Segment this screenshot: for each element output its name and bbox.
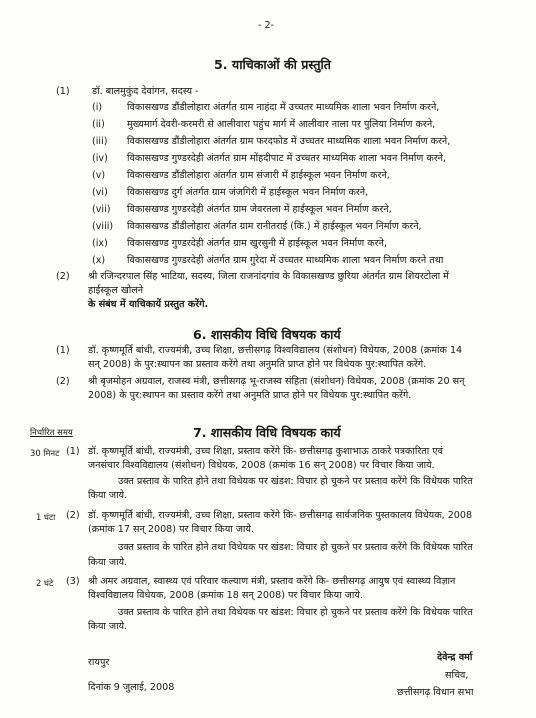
item-text: विकासखण्ड गुण्डरदेही अंतर्गत ग्राम मोंहदीपाट में उच्चतर माध्यमिक शाला भवन निर्माण करने, xyxy=(127,153,447,164)
item-number: (i) xyxy=(92,102,103,113)
bill-7-3-line3: उक्त प्रस्ताव के पारित होने तथा विधेयक पर खंडश: विचार हो चुकने पर प्रस्ताव करेंगे कि विधेयक पारित xyxy=(118,607,473,618)
bill-7-2-line1: डॉ. कृष्णमूर्ति बांधी, राज्यमंत्री, उच्च शिक्षा, प्रस्ताव करेंगे कि- छत्तीसगढ़ सार्वजनिक पुस्तकालय विधेयक, 2008 xyxy=(88,510,473,521)
page-number: - 2- xyxy=(258,20,275,31)
time-column-header: निर्धारित समय xyxy=(30,427,73,437)
item-text: विकासखण्ड दुर्ग अंतर्गत ग्राम जंजगिरी में हाईस्कूल भवन निर्माण करने, xyxy=(127,187,369,198)
item-number: (ix) xyxy=(92,238,108,249)
bill-7-2-line3: उक्त प्रस्ताव के पारित होने तथा विधेयक पर खंडश: विचार हो चुकने पर प्रस्ताव करेंगे कि विधेयक पारित xyxy=(118,542,473,553)
item-text: विकासखण्ड डौंडीलोहारा अंतर्गत ग्राम रानीतराई (कि.) में हाईस्कूल भवन निर्माण करने, xyxy=(127,221,422,232)
bill-6-2-number: (2) xyxy=(56,376,70,387)
item-number: (viii) xyxy=(92,221,114,232)
bill-7-3-line4: किया जाये. xyxy=(88,621,128,632)
item-number: (iv) xyxy=(92,153,108,164)
bill-7-1-line2: जनसंचार विश्वविद्यालय (संशोधन) विधेयक, 2008 (क्रमांक 16 सन् 2008) पर विचार किया जाये. xyxy=(88,460,435,471)
section-7-heading: 7. शासकीय विधि विषयक कार्य xyxy=(193,425,341,440)
item-text: विकासखण्ड गुण्डरदेही अंतर्गत ग्राम खुरसुनी में हाईस्कूल भवन निर्माण करने, xyxy=(127,238,387,249)
footer-place: रायपुर xyxy=(88,657,110,668)
bill-7-3-line1: श्री अमर अग्रवाल, स्वास्थ्य एवं परिवार कल्याण मंत्री, प्रस्ताव करेंगे कि- छत्तीसगढ़ आयुष एवं स्वास्थ्य विज्ञान xyxy=(88,576,456,587)
bill-7-2-line2: (क्रमांक 17 सन् 2008) पर विचार किया जाये. xyxy=(88,524,255,535)
section-5-closing: के संबंध में याचिकायें प्रस्तुत करेंगे. xyxy=(88,299,209,310)
time-allotted: 30 मिनट xyxy=(30,448,60,458)
bill-7-1-line3: उक्त प्रस्ताव के पारित होने तथा विधेयक पर खंडश: विचार हो चुकने पर प्रस्ताव करेंगे कि विधेयक पारित xyxy=(118,476,473,487)
bill-6-2-line1: श्री बृजमोहन अग्रवाल, राजस्व मंत्री, छत्तीसगढ़ भू-राजस्व संहिता (संशोधन) विधेयक, 2008 (क्रमांक 20 सन् xyxy=(88,376,465,387)
signatory-name: देवेन्द्र वर्मा xyxy=(437,652,473,663)
bill-6-1-line2: सन् 2008) के पुर:स्थापन का प्रस्ताव करेंगे तथा अनुमति प्राप्त होने पर विधेयक पुर:स्थापित करेंगे. xyxy=(88,359,427,370)
item-text: विकासखण्ड डौंडीलोहारा अंतर्गत ग्राम नाहंदा में उच्चतर माध्यमिक शाला भवन निर्माण करने, xyxy=(127,102,440,113)
item-text: विकासखण्ड डौंडीलोहारा अंतर्गत ग्राम फरदफोड में उच्चतर माध्यमिक शाला भवन निर्माण करने, xyxy=(127,136,451,147)
item-number: (iii) xyxy=(92,136,108,147)
petition-2-line2: हाईस्कूल खोलने xyxy=(88,285,144,296)
signatory-org: छत्तीसगढ़ विधान सभा xyxy=(397,687,474,698)
item-number: (ii) xyxy=(92,119,105,130)
bill-6-1-number: (1) xyxy=(56,345,70,356)
item-number: (vi) xyxy=(92,187,108,198)
petition-1-number: (1) xyxy=(56,86,70,97)
petition-2-number: (2) xyxy=(56,271,70,282)
section-5-heading: 5. याचिकाओं की प्रस्तुति xyxy=(214,57,331,72)
time-allotted: 1 घंटा xyxy=(36,512,56,522)
item-number: (vii) xyxy=(92,204,111,215)
bill-7-2-line4: किया जाये. xyxy=(88,557,128,568)
item-text: विकासखण्ड गुण्डरदेही अंतर्गत ग्राम जेवरतला में हाईस्कूल भवन निर्माण करने, xyxy=(127,204,392,215)
signatory-title: सचिव, xyxy=(445,670,469,681)
petition-1-lead: डॉ. बालमुकुंद देवांगन, सदस्य - xyxy=(92,86,199,97)
item-text: विकासखण्ड डौंडीलोहारा अंतर्गत ग्राम संजारी में हाईस्कूल भवन निर्माण करने, xyxy=(127,170,390,181)
time-allotted: 2 घंटे xyxy=(36,578,54,588)
bill-7-1-number: (1) xyxy=(66,446,80,457)
item-text: विकासखण्ड गुण्डरदेही अंतर्गत ग्राम गुरेदा में उच्चतर माध्यमिक शाला भवन निर्माण करने तथा xyxy=(127,255,444,266)
bill-7-1-line4: किया जाये. xyxy=(88,490,128,501)
footer-date: दिनांक 9 जुलाई, 2008 xyxy=(88,682,175,693)
section-6-heading: 6. शासकीय विधि विषयक कार्य xyxy=(193,327,341,342)
item-text: मुख्यमार्ग देवरी-करमरी से आलीवारा पहुंच मार्ग में आलीवार नाला पर पुलिया निर्माण करने, xyxy=(127,119,436,130)
petition-2-line1: श्री रजिन्दरपाल सिंह भाटिया, सदस्य, जिला राजनांदगांव के विकासखण्ड छुरिया अंतर्गत ग्राम शियरटोला में xyxy=(88,271,449,282)
item-number: (v) xyxy=(92,170,106,181)
bill-7-2-number: (2) xyxy=(66,510,80,521)
bill-7-3-line2: विश्वविद्यालय विधेयक, 2008 (क्रमांक 18 सन् 2008) पर विचार किया जाये. xyxy=(88,590,363,601)
bill-6-2-line2: 2008) के पुर:स्थापन का प्रस्ताव करेंगे तथा अनुमति प्राप्त होने पर विधेयक पुर:स्थापित करेंगे. xyxy=(88,390,412,401)
bill-7-3-number: (3) xyxy=(66,576,80,587)
item-number: (x) xyxy=(92,255,106,266)
bill-6-1-line1: डॉ. कृष्णमूर्ति बांधी, राज्यमंत्री, उच्च शिक्षा, छत्तीसगढ़ विश्वविद्यालय (संशोधन) विधेयक, 2008 (क्रमांक 14 xyxy=(88,345,463,356)
bill-7-1-line1: डॉ. कृष्णमूर्ति बांधी, राज्यमंत्री, उच्च शिक्षा, प्रस्ताव करेंगे कि- छत्तीसगढ़ कुशाभाऊ ठाकरे पत्रकारिता एवं xyxy=(88,446,443,457)
